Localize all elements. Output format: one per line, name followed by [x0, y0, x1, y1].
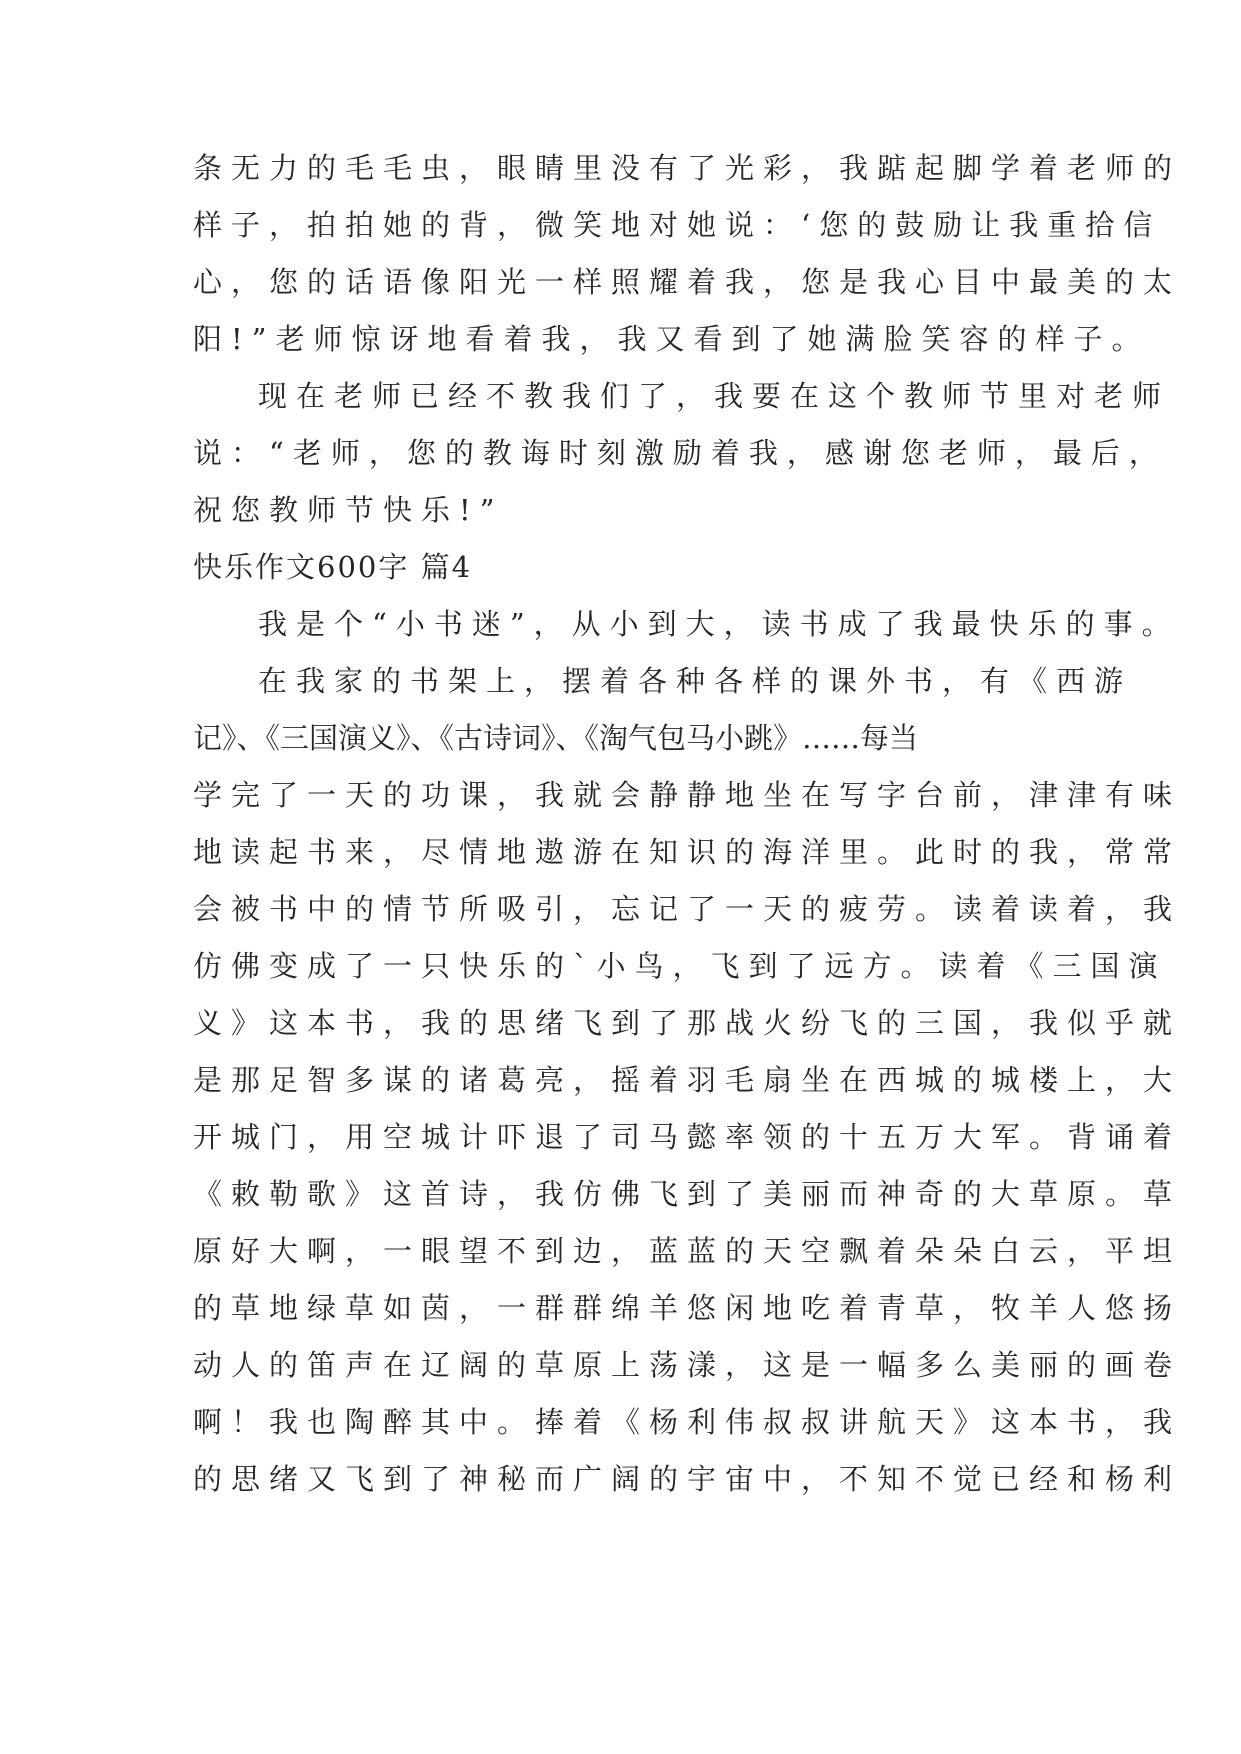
paragraph-line: 在我家的书架上，摆着各种各样的课外书，有《西游: [258, 664, 1133, 698]
paragraph-line: 是那足智多谋的诸葛亮，摇着羽毛扇坐在西城的城楼上，大: [193, 1063, 1182, 1097]
paragraph-line: 地读起书来，尽情地遨游在知识的海洋里。此时的我，常常: [193, 835, 1182, 869]
paragraph-line: 义》这本书，我的思绪飞到了那战火纷飞的三国，我似乎就: [193, 1006, 1182, 1040]
paragraph-line: 的草地绿草如茵，一群群绵羊悠闲地吃着青草，牧羊人悠扬: [193, 1291, 1182, 1325]
paragraph-line: 说：“老师，您的教诲时刻激励着我，感谢您老师，最后，: [193, 436, 1167, 470]
paragraph-line: 仿佛变成了一只快乐的`小鸟，飞到了远方。读着《三国演: [193, 949, 1167, 983]
paragraph-line: 啊！我也陶醉其中。捧着《杨利伟叔叔讲航天》这本书，我: [193, 1405, 1182, 1439]
paragraph-line: 现在老师已经不教我们了，我要在这个教师节里对老师: [258, 379, 1171, 413]
paragraph-line: 心，您的话语像阳光一样照耀着我，您是我心目中最美的太: [193, 265, 1182, 299]
paragraph-line: 《敕勒歌》这首诗，我仿佛飞到了美丽而神奇的大草原。草: [193, 1177, 1182, 1211]
paragraph-line: 我是个“小书迷”，从小到大，读书成了我最快乐的事。: [258, 607, 1180, 641]
paragraph-line: 阳!”老师惊讶地看着我，我又看到了她满脸笑容的样子。: [193, 322, 1150, 356]
paragraph-line: 记》、《三国演义》、《古诗词》、《淘气包马小跳》……每当: [193, 721, 919, 755]
paragraph-line: 样子，拍拍她的背，微笑地对她说：‘您的鼓励让我重拾信: [193, 208, 1162, 242]
paragraph-line: 开城门，用空城计吓退了司马懿率领的十五万大军。背诵着: [193, 1120, 1182, 1154]
paragraph-line: 学完了一天的功课，我就会静静地坐在写字台前，津津有味: [193, 778, 1182, 812]
paragraph-line: 的思绪又飞到了神秘而广阔的宇宙中，不知不觉已经和杨利: [193, 1462, 1182, 1496]
paragraph-line: 会被书中的情节所吸引，忘记了一天的疲劳。读着读着，我: [193, 892, 1182, 926]
paragraph-line: 祝您教师节快乐!”: [193, 493, 504, 527]
paragraph-line: 条无力的毛毛虫，眼睛里没有了光彩，我踮起脚学着老师的: [193, 151, 1182, 185]
paragraph-line: 原好大啊，一眼望不到边，蓝蓝的天空飘着朵朵白云，平坦: [193, 1234, 1182, 1268]
paragraph-line: 动人的笛声在辽阔的草原上荡漾，这是一幅多么美丽的画卷: [193, 1348, 1182, 1382]
section-heading: 快乐作文600字 篇4: [193, 550, 473, 584]
